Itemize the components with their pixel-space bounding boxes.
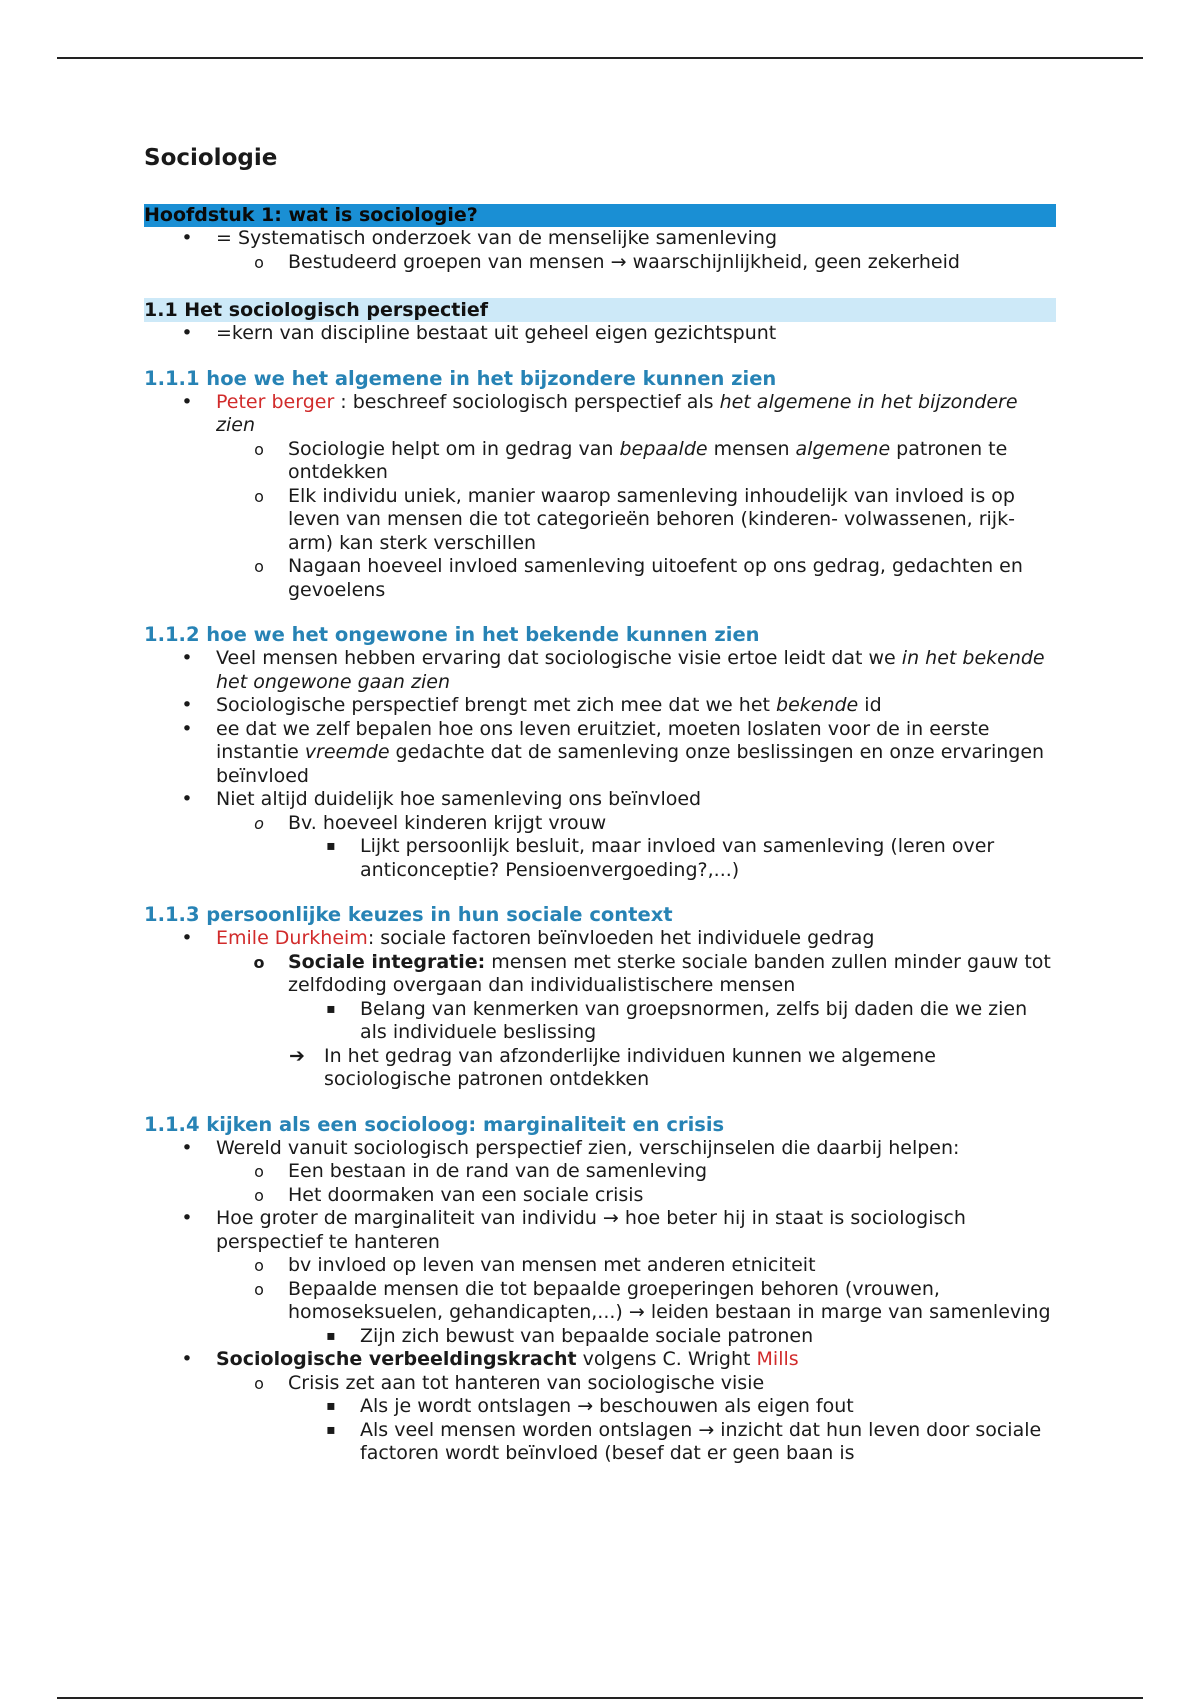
square-bullet-icon: ▪ [326,1000,336,1017]
square-bullet-icon: ▪ [326,1398,336,1414]
circle-bullet-icon: o [254,1162,264,1181]
bullet-icon: • [181,788,193,810]
bullet-icon: • [181,717,193,740]
arrow-icon: → [577,1395,594,1417]
subsection-heading: 1.1.4 kijken als een socioloog: marginaliteit en crisis [144,1112,725,1136]
list-item: ▪ Als veel mensen worden ontslagen → inzicht dat hun leven door sociale factoren wordt beïnvloed (besef dat er geen baan is [144,1419,1056,1466]
list-item: o Bepaalde mensen die tot bepaalde groeperingen behoren (vrouwen, homoseksuelen, gehandicapten,...) → leiden bestaan in marge van samenleving [144,1278,1056,1325]
list-item: o Elk individu uniek, manier waarop samenleving inhoudelijk van invloed is op leven van mensen die tot categorieën behoren (kinderen- volwassenen, rijk-arm) kan sterk verschillen [144,485,1056,556]
list-item: • =kern van discipline bestaat uit geheel eigen gezichtspunt [144,322,1056,346]
list-item: ▪ Als je wordt ontslagen → beschouwen als eigen fout [144,1395,1056,1419]
arrow-icon: ➔ [289,1044,305,1067]
subsection-heading: 1.1.3 persoonlijke keuzes in hun sociale context [144,903,673,926]
bullet-icon: • [181,390,193,413]
circle-bullet-icon: o [254,813,264,833]
list-item: • ee dat we zelf bepalen hoe ons leven eruitziet, moeten loslaten voor de in eerste instantie vreemde gedachte dat de samenleving onze beslissingen en onze ervaringen beïnvloed [144,718,1056,789]
list-item: • Peter berger : beschreef sociologisch perspectief als het algemene in het bijzondere zien [144,391,1056,438]
circle-bullet-icon: o [254,486,264,506]
list-item: • Wereld vanuit sociologisch perspectief zien, verschijnselen die daarbij helpen: [144,1137,1056,1161]
list-item: • Hoe groter de marginaliteit van individu → hoe beter hij in staat is sociologisch perspectief te hanteren [144,1207,1056,1254]
bullet-icon: • [181,694,193,716]
list-item: ▪ Belang van kenmerken van groepsnormen, zelfs bij daden die we zien als individuele beslissing [144,998,1056,1045]
list-item: • Sociologische verbeeldingskracht volgens C. Wright Mills [144,1348,1056,1372]
circle-bullet-icon: o [254,1373,264,1393]
circle-bullet-icon: o [254,252,264,272]
circle-bullet-icon: o [254,1185,264,1205]
subsection-heading: 1.1.2 hoe we het ongewone in het bekende kunnen zien [144,623,760,646]
bullet-icon: • [181,1348,193,1370]
bullet-icon: • [181,647,193,669]
list-item: • Niet altijd duidelijk hoe samenleving ons beïnvloed [144,788,1056,812]
person-name: Mills [756,1348,799,1370]
section-heading: 1.1 Het sociologisch perspectief [144,298,1056,322]
list-item: ▪ Lijkt persoonlijk besluit, maar invloed van samenleving (leren over anticonceptie? Pensioenvergoeding?,...) [144,835,1056,882]
square-bullet-icon: ▪ [326,1421,336,1438]
subsection-heading: 1.1.1 hoe we het algemene in het bijzondere kunnen zien [144,366,777,390]
bullet-icon: • [181,1136,193,1159]
arrow-icon: → [698,1418,715,1441]
list-item: • Veel mensen hebben ervaring dat sociologische visie ertoe leidt dat we in het bekende het ongewone gaan zien [144,647,1056,694]
bullet-icon: • [181,927,193,949]
circle-bullet-icon: o [254,1279,264,1299]
list-item: o Bv. hoeveel kinderen krijgt vrouw [144,812,1056,836]
chapter-heading: Hoofdstuk 1: wat is sociologie? [144,204,1056,227]
bullet-icon: • [181,227,193,249]
arrow-icon: → [602,1207,619,1229]
list-item: • Emile Durkheim: sociale factoren beïnvloeden het individuele gedrag [144,927,1056,951]
list-item: o Een bestaan in de rand van de samenleving [144,1160,1056,1184]
list-item: o Het doormaken van een sociale crisis [144,1184,1056,1208]
list-item: • Sociologische perspectief brengt met zich mee dat we het bekende id [144,694,1056,718]
arrow-icon: → [628,1301,645,1323]
list-item: ▪ Zijn zich bewust van bepaalde sociale patronen [144,1325,1056,1349]
circle-bullet-icon: o [254,557,264,576]
person-name: Emile Durkheim [216,927,368,949]
person-name: Peter berger [216,390,335,413]
list-item: o Sociologie helpt om in gedrag van bepaalde mensen algemene patronen te ontdekken [144,438,1056,485]
page-title: Sociologie [144,145,278,171]
header-rule [57,57,1143,59]
arrow-icon: → [610,250,627,273]
list-item: o Bestudeerd groepen van mensen → waarschijnlijkheid, geen zekerheid [144,251,1056,275]
list-item: • = Systematisch onderzoek van de menselijke samenleving [144,227,1056,251]
square-bullet-icon: ▪ [326,1327,336,1344]
bullet-icon: • [181,322,193,344]
square-bullet-icon: ▪ [326,838,336,854]
list-item: ➔ In het gedrag van afzonderlijke individuen kunnen we algemene sociologische patronen ontdekken [144,1045,1056,1092]
list-item: o Crisis zet aan tot hanteren van sociologische visie [144,1372,1056,1396]
circle-bullet-icon: o [254,439,264,459]
list-item: o Sociale integratie: mensen met sterke sociale banden zullen minder gauw tot zelfdoding overgaan dan individualistischere mensen [144,951,1056,998]
footer-rule [57,1697,1143,1699]
list-item: o Nagaan hoeveel invloed samenleving uitoefent op ons gedrag, gedachten en gevoelens [144,555,1056,602]
document-body [144,138,1056,1466]
list-item: o bv invloed op leven van mensen met anderen etniciteit [144,1254,1056,1278]
circle-bullet-icon: o [254,1256,264,1275]
bullet-icon: • [181,1207,193,1229]
circle-bullet-icon: o [253,952,265,972]
